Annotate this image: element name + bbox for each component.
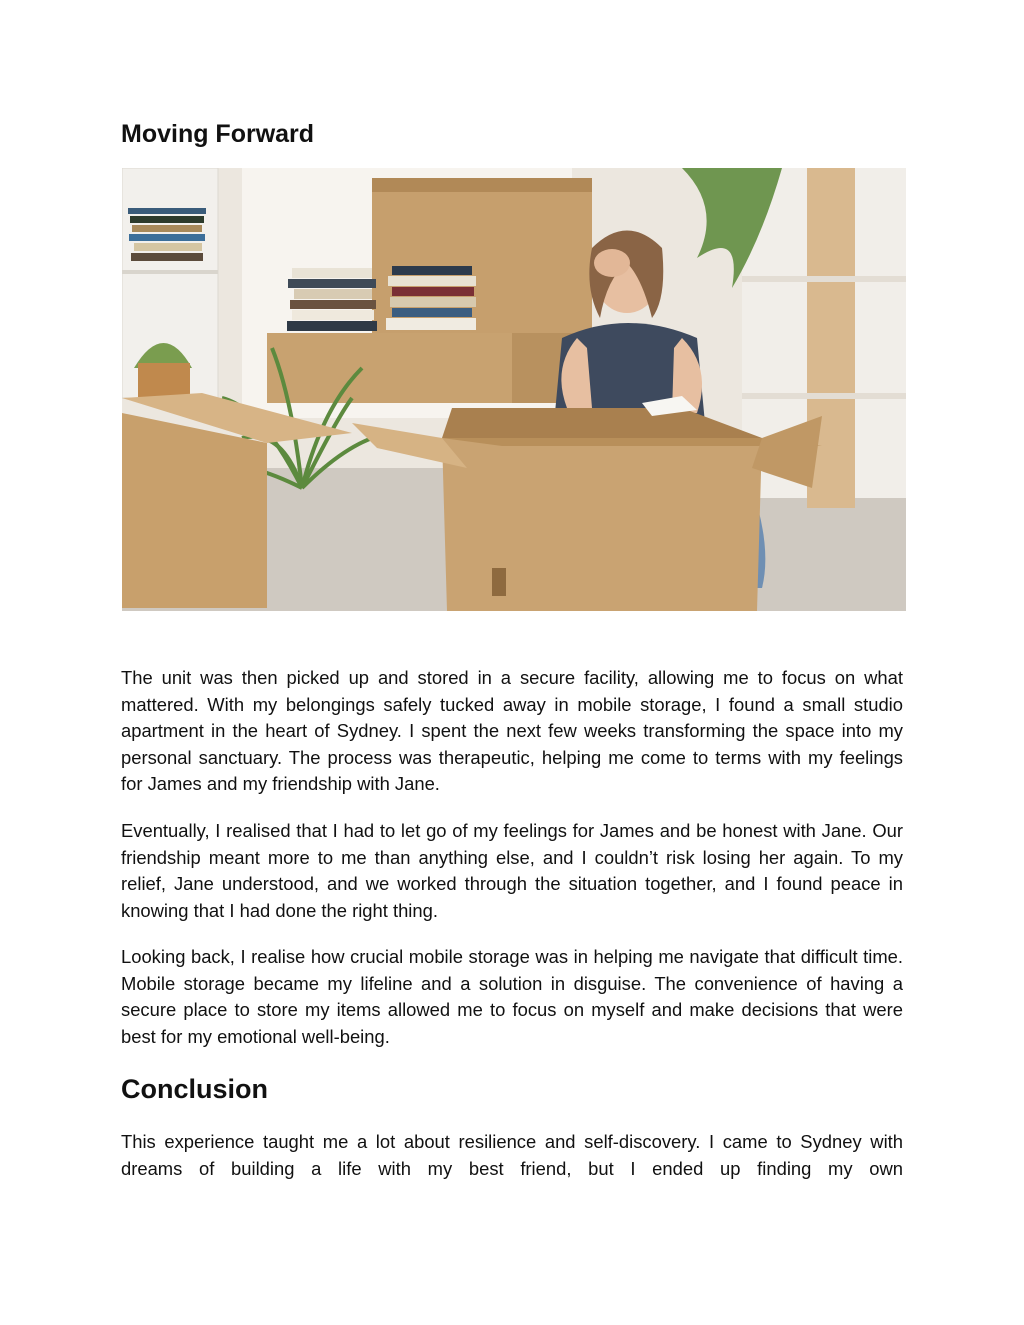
shelf-book	[131, 253, 203, 261]
section-heading-conclusion: Conclusion	[121, 1074, 268, 1104]
moving-boxes-photo	[122, 168, 906, 611]
paragraph: Eventually, I realised that I had to let go of my feelings for James and be honest with Jane. Our friendship meant more to me than anything else, and I couldn’t risk losing her again. To my relief, Jane understood, and we worked through the situation together, and I found peace in knowing that I had done the right thing.	[121, 820, 903, 921]
paragraph: The unit was then picked up and stored in a secure facility, allowing me to focus on what mattered. With my belongings safely tucked away in mobile storage, I found a small studio apartment in the heart of Sydney. I spent the next few weeks transforming the space into my personal sanctuary. The process was therapeutic, helping me come to terms with my feelings for James and my friendship with Jane.	[121, 667, 903, 795]
shelf-plank	[122, 270, 218, 274]
shelf-book	[134, 243, 202, 251]
back-box-flap	[372, 178, 592, 192]
shelf-book	[132, 225, 202, 232]
mid-box	[267, 333, 517, 403]
shelf-plank	[742, 393, 906, 399]
plant-pot	[138, 363, 190, 397]
paragraph: Looking back, I realise how crucial mobile storage was in helping me navigate that difficult time. Mobile storage became my lifeline and a solution in disguise. The convenience of having a secure place to store my items allowed me to focus on myself and make decisions that were best for my emotional well-being.	[121, 946, 903, 1047]
paragraph: This experience taught me a lot about resilience and self-discovery. I came to Sydney with dreams of building a life with my best friend, but I ended up finding my own	[121, 1131, 903, 1179]
shelf-plank	[742, 276, 906, 282]
shelf-book	[128, 208, 206, 214]
hand	[594, 249, 630, 277]
section-heading-moving-forward: Moving Forward	[121, 120, 315, 148]
photo-illustration	[122, 168, 906, 611]
shelf-book	[130, 216, 204, 223]
shelf-book	[129, 234, 205, 241]
